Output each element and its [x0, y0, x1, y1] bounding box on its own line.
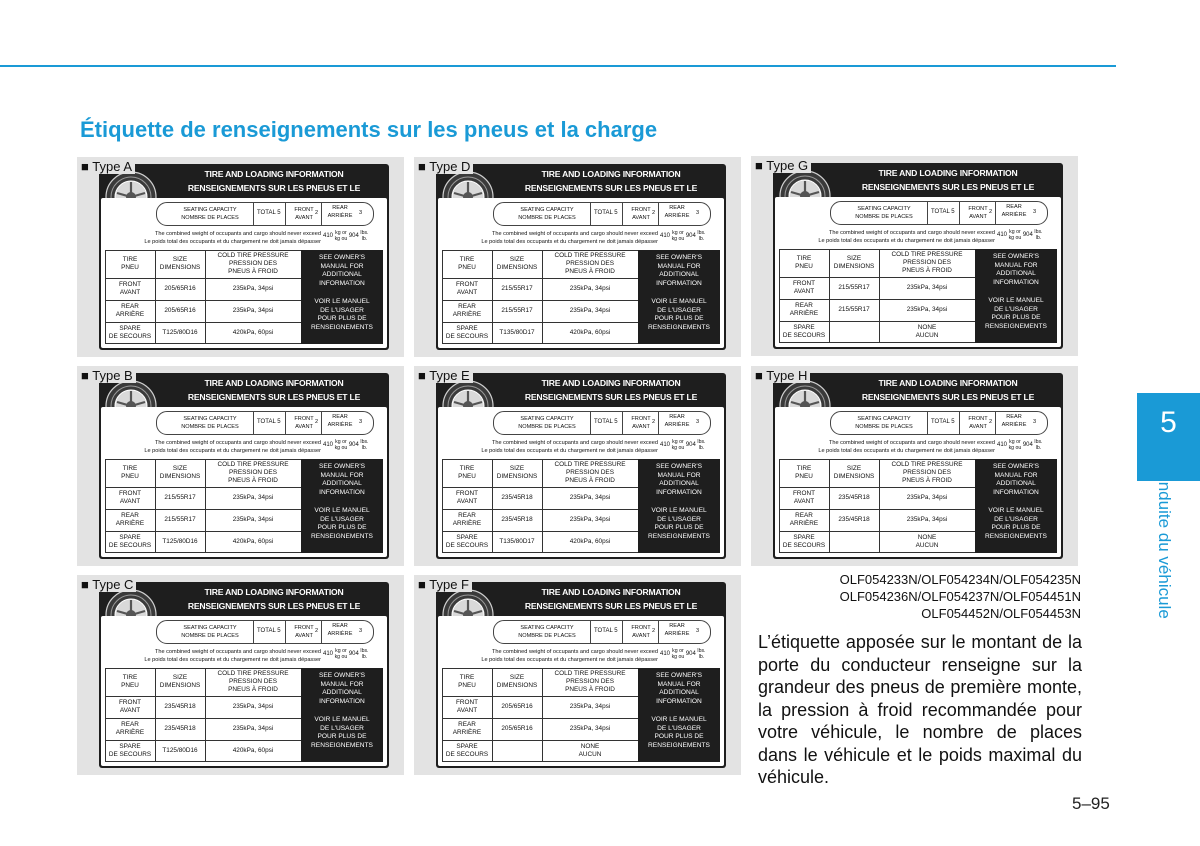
figure-codes: [800, 571, 1081, 622]
spare-pressure: NONE AUCUN: [578, 742, 602, 758]
see-owners-manual-note: SEE OWNER'S MANUAL FOR ADDITIONAL INFORMATION VOIR LE MANUEL DE L'USAGER POUR PLUS DE RENSEIGNEMENTS: [975, 249, 1057, 343]
row-spare-label: SPARE DE SECOURS: [108, 324, 152, 340]
header-tire: TIRE PNEU: [795, 465, 813, 480]
rear-pressure: 235kPa, 34psi: [569, 307, 611, 314]
label-heading: TIRE AND LOADING INFORMATION RENSEIGNEMENTS SUR LES PNEUS ET LE: [187, 587, 361, 611]
front-pressure: 235kPa, 34psi: [232, 285, 274, 292]
row-spare-label: SPARE DE SECOURS: [445, 533, 489, 549]
rear-size: 215/55R17: [164, 516, 196, 523]
tire-pressure-table: [105, 250, 383, 344]
label-body: [438, 198, 724, 348]
combined-weight-text: The combined weight of occupants and cargo should never exceed Le poids total des occupants et du chargement ne doit jamais dépasser: [144, 231, 321, 245]
spare-pressure: 420kPa, 60psi: [569, 328, 611, 336]
label-heading: TIRE AND LOADING INFORMATION RENSEIGNEMENTS SUR LES PNEUS ET LE: [524, 587, 698, 611]
combined-weight-text: The combined weight of occupants and cargo should never exceed Le poids total des occupants et du chargement ne doit jamais dépasser: [144, 440, 321, 454]
header-size: SIZE DIMENSIONS: [833, 465, 875, 480]
combined-weight-text: The combined weight of occupants and cargo should never exceed Le poids total des occupants et du chargement ne doit jamais dépasser: [818, 230, 995, 244]
front-pressure: 235kPa, 34psi: [569, 494, 611, 501]
row-front-label: FRONT AVANT: [455, 490, 478, 505]
tire-loading-label: [436, 582, 726, 768]
tire-loading-label: [99, 164, 389, 350]
row-spare-label: SPARE DE SECOURS: [445, 324, 489, 340]
spare-size: T135/80D17: [499, 537, 535, 545]
row-rear-label: REAR ARRIÈRE: [789, 512, 819, 527]
max-weight-value: 410 kg or kg ou 904 lbs. lb.: [660, 439, 706, 451]
tire-pressure-table: [442, 668, 720, 762]
top-rule: [0, 65, 1116, 67]
row-front-label: FRONT AVANT: [118, 490, 141, 505]
label-heading: TIRE AND LOADING INFORMATION RENSEIGNEMENTS SUR LES PNEUS ET LE: [861, 378, 1035, 402]
header-tire: TIRE PNEU: [121, 674, 139, 689]
row-spare-label: SPARE DE SECOURS: [782, 323, 826, 339]
spare-pressure: 420kPa, 60psi: [232, 328, 274, 336]
header-cold-pressure: COLD TIRE PRESSURE PRESSION DES PNEUS À FROID: [891, 461, 963, 484]
front-size: 215/55R17: [838, 284, 870, 291]
rear-pressure: 235kPa, 34psi: [569, 725, 611, 732]
row-rear-label: REAR ARRIÈRE: [789, 302, 819, 317]
tire-pressure-table: [105, 459, 383, 553]
rear-size: 235/45R18: [501, 516, 533, 523]
tire-pressure-table: [442, 459, 720, 553]
see-owners-manual-note: SEE OWNER'S MANUAL FOR ADDITIONAL INFORMATION VOIR LE MANUEL DE L'USAGER POUR PLUS DE RENSEIGNEMENTS: [638, 250, 720, 344]
header-tire: TIRE PNEU: [121, 256, 139, 271]
chapter-title: Conduite du véhicule: [1155, 460, 1174, 619]
combined-weight-text: The combined weight of occupants and cargo should never exceed Le poids total des occupants et du chargement ne doit jamais dépasser: [481, 649, 658, 663]
row-front-label: FRONT AVANT: [455, 699, 478, 714]
row-spare-label: SPARE DE SECOURS: [108, 742, 152, 758]
rear-size: 235/45R18: [164, 725, 196, 732]
max-weight-value: 410 kg or kg ou 904 lbs. lb.: [997, 229, 1043, 241]
front-size: 235/45R18: [501, 494, 533, 501]
see-owners-manual-note: SEE OWNER'S MANUAL FOR ADDITIONAL INFORMATION VOIR LE MANUEL DE L'USAGER POUR PLUS DE RENSEIGNEMENTS: [975, 459, 1057, 553]
header-size: SIZE DIMENSIONS: [496, 465, 538, 480]
label-heading: TIRE AND LOADING INFORMATION RENSEIGNEMENTS SUR LES PNEUS ET LE: [861, 168, 1035, 192]
row-rear-label: REAR ARRIÈRE: [115, 721, 145, 736]
spare-size: [829, 321, 879, 342]
label-type-tag: ■ Type E: [418, 368, 473, 383]
tire-loading-label: [436, 373, 726, 559]
label-type-tag: ■ Type F: [418, 577, 472, 592]
row-rear-label: REAR ARRIÈRE: [452, 721, 482, 736]
rear-pressure: 235kPa, 34psi: [569, 516, 611, 523]
tire-loading-label: [99, 582, 389, 768]
tire-pressure-table: [442, 250, 720, 344]
label-body: [101, 616, 387, 766]
header-size: SIZE DIMENSIONS: [496, 256, 538, 271]
page-number: 5–95: [1072, 794, 1110, 813]
header-cold-pressure: COLD TIRE PRESSURE PRESSION DES PNEUS À FROID: [891, 251, 963, 274]
row-rear-label: REAR ARRIÈRE: [115, 303, 145, 318]
label-type-tag: ■ Type B: [81, 368, 136, 383]
row-spare-label: SPARE DE SECOURS: [108, 533, 152, 549]
front-size: 235/45R18: [164, 703, 196, 710]
front-size: 215/55R17: [164, 494, 196, 501]
header-tire: TIRE PNEU: [458, 465, 476, 480]
label-body: [775, 197, 1061, 347]
max-weight-value: 410 kg or kg ou 904 lbs. lb.: [323, 230, 369, 242]
tire-pressure-table: [779, 459, 1057, 553]
label-body: [101, 407, 387, 557]
rear-size: 215/55R17: [501, 307, 533, 314]
header-tire: TIRE PNEU: [458, 256, 476, 271]
tire-loading-label: [773, 163, 1063, 349]
row-rear-label: REAR ARRIÈRE: [452, 512, 482, 527]
tire-pressure-table: [779, 249, 1057, 343]
spare-pressure: 420kPa, 60psi: [569, 537, 611, 545]
seating-capacity-box: SEATING CAPACITY NOMBRE DE PLACES TOTAL 5 FRONT AVANT 2 REAR ARRIÈRE 3: [830, 411, 1048, 435]
label-heading: TIRE AND LOADING INFORMATION RENSEIGNEMENTS SUR LES PNEUS ET LE: [187, 169, 361, 193]
combined-weight-text: The combined weight of occupants and cargo should never exceed Le poids total des occupants et du chargement ne doit jamais dépasser: [144, 649, 321, 663]
front-pressure: 235kPa, 34psi: [569, 285, 611, 292]
tire-label-panel-type-a: [77, 157, 404, 357]
spare-size: T125/80D16: [162, 746, 198, 754]
front-size: 215/55R17: [501, 285, 533, 292]
seating-capacity-box: SEATING CAPACITY NOMBRE DE PLACES TOTAL 5 FRONT AVANT 2 REAR ARRIÈRE 3: [493, 620, 711, 644]
header-cold-pressure: COLD TIRE PRESSURE PRESSION DES PNEUS À FROID: [554, 461, 626, 484]
rear-pressure: 235kPa, 34psi: [906, 306, 948, 313]
combined-weight-text: The combined weight of occupants and cargo should never exceed Le poids total des occupants et du chargement ne doit jamais dépasser: [481, 440, 658, 454]
seating-capacity-box: SEATING CAPACITY NOMBRE DE PLACES TOTAL 5 FRONT AVANT 2 REAR ARRIÈRE 3: [493, 202, 711, 226]
header-size: SIZE DIMENSIONS: [833, 255, 875, 270]
spare-pressure: 420kPa, 60psi: [232, 746, 274, 754]
tire-label-panel-type-c: [77, 575, 404, 775]
see-owners-manual-note: SEE OWNER'S MANUAL FOR ADDITIONAL INFORMATION VOIR LE MANUEL DE L'USAGER POUR PLUS DE RENSEIGNEMENTS: [301, 250, 383, 344]
row-spare-label: SPARE DE SECOURS: [782, 533, 826, 549]
row-rear-label: REAR ARRIÈRE: [452, 303, 482, 318]
tire-loading-label: [773, 373, 1063, 559]
body-paragraph: L’étiquette apposée sur le montant de la porte du conducteur renseigne sur la grandeur des pneus de première monte, la pression à froid recommandée pour votre véhicule, le nombre de places dans le véhicule et le poids maximal du véhicule.: [758, 632, 1082, 787]
row-front-label: FRONT AVANT: [792, 490, 815, 505]
rear-size: 235/45R18: [838, 516, 870, 523]
seating-capacity-box: SEATING CAPACITY NOMBRE DE PLACES TOTAL 5 FRONT AVANT 2 REAR ARRIÈRE 3: [156, 411, 374, 435]
tire-label-panel-type-b: [77, 366, 404, 566]
header-tire: TIRE PNEU: [795, 255, 813, 270]
tire-label-panel-type-g: [751, 156, 1078, 356]
front-pressure: 235kPa, 34psi: [569, 703, 611, 710]
max-weight-value: 410 kg or kg ou 904 lbs. lb.: [660, 230, 706, 242]
seating-capacity-box: SEATING CAPACITY NOMBRE DE PLACES TOTAL 5 FRONT AVANT 2 REAR ARRIÈRE 3: [156, 202, 374, 226]
row-front-label: FRONT AVANT: [792, 280, 815, 295]
tire-label-panel-type-e: [414, 366, 741, 566]
figure-code-line: OLF054236N/OLF054237N/OLF054451N: [839, 589, 1081, 604]
max-weight-value: 410 kg or kg ou 904 lbs. lb.: [997, 439, 1043, 451]
header-size: SIZE DIMENSIONS: [159, 674, 201, 689]
seating-capacity-box: SEATING CAPACITY NOMBRE DE PLACES TOTAL 5 FRONT AVANT 2 REAR ARRIÈRE 3: [156, 620, 374, 644]
header-size: SIZE DIMENSIONS: [159, 256, 201, 271]
label-body: [101, 198, 387, 348]
front-pressure: 235kPa, 34psi: [906, 284, 948, 291]
tire-label-panel-type-h: [751, 366, 1078, 566]
front-pressure: 235kPa, 34psi: [232, 703, 274, 710]
rear-pressure: 235kPa, 34psi: [232, 725, 274, 732]
rear-pressure: 235kPa, 34psi: [232, 516, 274, 523]
spare-size: [492, 740, 542, 761]
label-type-tag: ■ Type C: [81, 577, 136, 592]
section-title: Étiquette de renseignements sur les pneus et la charge: [80, 117, 658, 142]
header-cold-pressure: COLD TIRE PRESSURE PRESSION DES PNEUS À FROID: [554, 252, 626, 275]
tire-loading-label: [99, 373, 389, 559]
row-front-label: FRONT AVANT: [455, 281, 478, 296]
label-type-tag: ■ Type H: [755, 368, 810, 383]
spare-pressure: NONE AUCUN: [915, 323, 939, 339]
label-heading: TIRE AND LOADING INFORMATION RENSEIGNEMENTS SUR LES PNEUS ET LE: [187, 378, 361, 402]
rear-size: 215/55R17: [838, 306, 870, 313]
max-weight-value: 410 kg or kg ou 904 lbs. lb.: [323, 439, 369, 451]
header-cold-pressure: COLD TIRE PRESSURE PRESSION DES PNEUS À FROID: [217, 670, 289, 693]
spare-size: T125/80D16: [162, 537, 198, 545]
figure-code-line: OLF054452N/OLF054453N: [921, 606, 1081, 621]
row-front-label: FRONT AVANT: [118, 281, 141, 296]
label-type-tag: ■ Type A: [81, 159, 135, 174]
front-size: 235/45R18: [838, 494, 870, 501]
rear-size: 205/65R16: [501, 725, 533, 732]
front-size: 205/65R16: [164, 285, 196, 292]
front-pressure: 235kPa, 34psi: [906, 494, 948, 501]
rear-pressure: 235kPa, 34psi: [906, 516, 948, 523]
see-owners-manual-note: SEE OWNER'S MANUAL FOR ADDITIONAL INFORMATION VOIR LE MANUEL DE L'USAGER POUR PLUS DE RENSEIGNEMENTS: [301, 668, 383, 762]
front-pressure: 235kPa, 34psi: [232, 494, 274, 501]
tire-pressure-table: [105, 668, 383, 762]
label-heading: TIRE AND LOADING INFORMATION RENSEIGNEMENTS SUR LES PNEUS ET LE: [524, 169, 698, 193]
header-cold-pressure: COLD TIRE PRESSURE PRESSION DES PNEUS À FROID: [554, 670, 626, 693]
see-owners-manual-note: SEE OWNER'S MANUAL FOR ADDITIONAL INFORMATION VOIR LE MANUEL DE L'USAGER POUR PLUS DE RENSEIGNEMENTS: [301, 459, 383, 553]
label-body: [438, 407, 724, 557]
combined-weight-text: The combined weight of occupants and cargo should never exceed Le poids total des occupants et du chargement ne doit jamais dépasser: [818, 440, 995, 454]
seating-capacity-box: SEATING CAPACITY NOMBRE DE PLACES TOTAL 5 FRONT AVANT 2 REAR ARRIÈRE 3: [493, 411, 711, 435]
label-type-tag: ■ Type G: [755, 158, 811, 173]
spare-pressure: NONE AUCUN: [915, 533, 939, 549]
chapter-number: 5: [1160, 406, 1177, 439]
row-front-label: FRONT AVANT: [118, 699, 141, 714]
front-size: 205/65R16: [501, 703, 533, 710]
tire-loading-label: [436, 164, 726, 350]
seating-capacity-box: SEATING CAPACITY NOMBRE DE PLACES TOTAL 5 FRONT AVANT 2 REAR ARRIÈRE 3: [830, 201, 1048, 225]
header-tire: TIRE PNEU: [458, 674, 476, 689]
spare-size: T135/80D17: [499, 328, 535, 336]
label-type-tag: ■ Type D: [418, 159, 473, 174]
rear-pressure: 235kPa, 34psi: [232, 307, 274, 314]
spare-size: [829, 531, 879, 552]
label-heading: TIRE AND LOADING INFORMATION RENSEIGNEMENTS SUR LES PNEUS ET LE: [524, 378, 698, 402]
header-cold-pressure: COLD TIRE PRESSURE PRESSION DES PNEUS À FROID: [217, 252, 289, 275]
figure-code-line: OLF054233N/OLF054234N/OLF054235N: [839, 572, 1081, 587]
header-size: SIZE DIMENSIONS: [159, 465, 201, 480]
row-rear-label: REAR ARRIÈRE: [115, 512, 145, 527]
row-spare-label: SPARE DE SECOURS: [445, 742, 489, 758]
max-weight-value: 410 kg or kg ou 904 lbs. lb.: [660, 648, 706, 660]
header-tire: TIRE PNEU: [121, 465, 139, 480]
tire-label-panel-type-f: [414, 575, 741, 775]
header-size: SIZE DIMENSIONS: [496, 674, 538, 689]
label-body: [438, 616, 724, 766]
label-body: [775, 407, 1061, 557]
spare-pressure: 420kPa, 60psi: [232, 537, 274, 545]
header-cold-pressure: COLD TIRE PRESSURE PRESSION DES PNEUS À FROID: [217, 461, 289, 484]
see-owners-manual-note: SEE OWNER'S MANUAL FOR ADDITIONAL INFORMATION VOIR LE MANUEL DE L'USAGER POUR PLUS DE RENSEIGNEMENTS: [638, 668, 720, 762]
see-owners-manual-note: SEE OWNER'S MANUAL FOR ADDITIONAL INFORMATION VOIR LE MANUEL DE L'USAGER POUR PLUS DE RENSEIGNEMENTS: [638, 459, 720, 553]
tire-label-panel-type-d: [414, 157, 741, 357]
rear-size: 205/65R16: [164, 307, 196, 314]
spare-size: T125/80D16: [162, 328, 198, 336]
combined-weight-text: The combined weight of occupants and cargo should never exceed Le poids total des occupants et du chargement ne doit jamais dépasser: [481, 231, 658, 245]
max-weight-value: 410 kg or kg ou 904 lbs. lb.: [323, 648, 369, 660]
